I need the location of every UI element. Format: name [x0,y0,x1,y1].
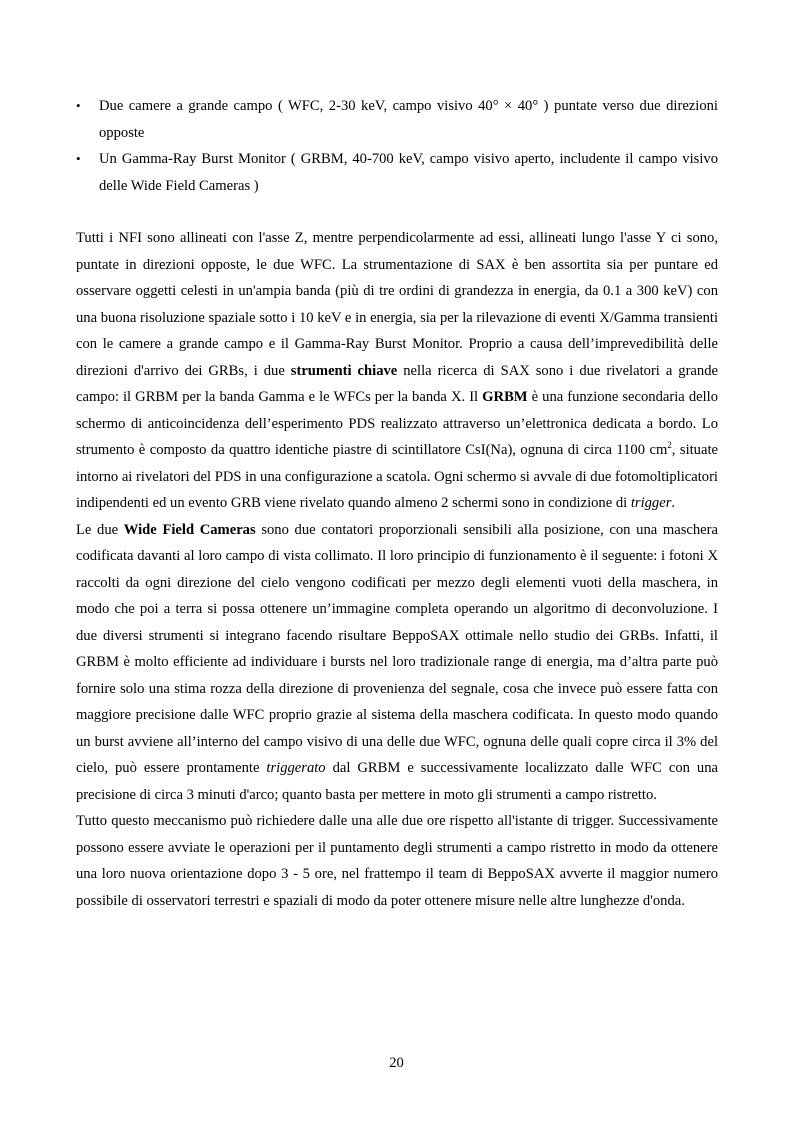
paragraph-wfc [76,517,718,809]
text-run: nella ricerca di SAX sono i due rivelatori a grande campo: il GRBM per la banda Gamma e le WFCs per la banda X. Il [76,362,718,405]
paragraph-nfi-grbm [76,225,718,517]
bullet-list [76,93,718,199]
bullet-text: Un Gamma-Ray Burst Monitor ( GRBM, 40-700 keV, campo visivo aperto, includente il campo visivo delle Wide Field Cameras ) [99,151,718,194]
bullet-icon: • [76,98,81,113]
bullet-item [76,93,718,146]
text-run: sono due contatori proporzionali sensibili alla posizione, con una maschera codificata davanti al loro campo di vista collimato. Il loro principio di funzionamento è il seguente: i fotoni X raccolti da ogni direzione del cielo vengono codificati per mezzo degli elementi vuoti della maschera, in modo che poi a terra si possa ottenere un’immagine completa operando un algoritmo di deconvoluzione. I due diversi strumenti si integrano facendo risultare BeppoSAX ottimale nello studio dei GRBs. Infatti, il GRBM è molto efficiente ad individuare i bursts nel loro tradizionale range di energia, ma d’altra parte può fornire solo una stima rozza della direzione di provenienza del segnale, cosa che invece può essere fatta con maggiore precisione dalle WFC proprio grazie al sistema della maschera codificata. In questo modo quando un burst avviene all’interno del campo visivo di una delle due WFC, ognuna delle quali copre circa il 3% del cielo, può essere prontamente [76,521,718,776]
bold-run: strumenti chiave [290,362,398,379]
page-number: 20 [389,1055,404,1071]
bullet-icon: • [76,151,81,166]
text-run: , situate intorno ai rivelatori del PDS in una configurazione a scatola. Ogni schermo si avvale di due fotomoltiplicatori indipendenti ed un evento GRB viene rivelato quando almeno 2 schermi sono in condizione di [76,442,718,511]
paragraph-timing: Tutto questo meccanismo può richiedere dalle una alle due ore rispetto all'istante di trigger. Successivamente possono essere avviate le operazioni per il puntamento degli strumenti a campo ristretto in modo da ottenere una loro nuova orientazione dopo 3 - 5 ore, nel frattempo il team di BeppoSAX avverte il maggior numero possibile di osservatori terrestri e spaziali di modo da poter ottenere misure nelle altre lunghezze d'onda. [76,813,718,909]
italic-run: triggerato [266,760,326,776]
text-run: . [671,495,676,511]
text-run: è una funzione secondaria dello schermo di anticoincidenza dell’esperimento PDS realizzato attraverso un’elettronica dedicata a bordo. Lo strumento è composto da quattro identiche piastre di scintillatore CsI(Na), ognuna di circa 1100 cm [76,389,719,458]
italic-run: trigger [630,495,672,511]
bold-run: GRBM [482,389,528,405]
text-run: Le due [76,521,124,538]
page-body [76,93,718,914]
bold-run: Wide Field Cameras [123,521,256,538]
paragraph-spacer [76,199,718,225]
bullet-text: Due camere a grande campo ( WFC, 2-30 keV, campo visivo 40° × 40° ) puntate verso due direzioni opposte [99,98,718,141]
text-run: Tutti i NFI sono allineati con l'asse Z, mentre perpendicolarmente ad essi, allineati lungo l'asse Y ci sono, puntate in direzioni opposte, le due WFC. La strumentazione di SAX è ben assortita sia per puntare ed osservare oggetti celesti in un'ampia banda (più di tre ordini di grandezza in energia, da 0.1 a 300 keV) con una buona risoluzione spaziale sotto i 10 keV e in energia, sia per la rilevazione di eventi X/Gamma transienti con le camere a grande campo e il Gamma-Ray Burst Monitor. Proprio a causa dell’imprevedibilità delle direzioni d'arrivo dei GRBs, i due [76,230,718,379]
text-run: dal GRBM e successivamente localizzato dalle WFC con una precisione di circa 3 minuti d'arco; quanto basta per mettere in moto gli strumenti a campo ristretto. [76,760,718,803]
bullet-item [76,146,718,199]
superscript: 2 [667,440,672,451]
